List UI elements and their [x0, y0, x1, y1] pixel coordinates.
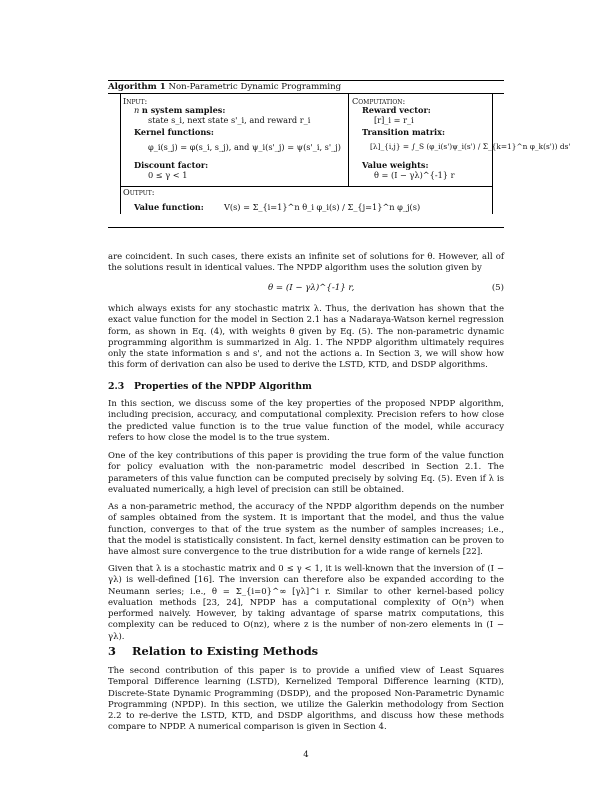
- input-heading: Input:: [123, 96, 148, 106]
- n-samples-label: n n system samples:: [134, 105, 226, 115]
- equation-5: θ = (I − γλ)^{-1} r,: [268, 283, 355, 293]
- section-3-title: Relation to Existing Methods: [132, 644, 319, 658]
- paragraph-2: which always exists for any stochastic matrix λ. Thus, the derivation has shown that the exact value function for the model in Section 2.1 has a Nadaraya-Watson kernel regression form, as shown in Eq. (4), with weights θ given by Eq. (5). The non-parametric dynamic programming algorithm is summarized in Alg. 1. The NPDP algorithm ultimately requires only the state information s and s', and not the actions a. In Section 3, we will show how this form of derivation can also be used to derive the LSTD, KTD, and DSDP algorithms.: [108, 304, 504, 371]
- kernel-label: Kernel functions:: [134, 127, 214, 137]
- n-samples-desc: state s_i, next state s'_i, and reward r_i: [148, 115, 311, 125]
- transition-label: Transition matrix:: [362, 127, 446, 137]
- algorithm-box: [108, 80, 571, 228]
- algorithm-top-rule: [108, 80, 504, 81]
- algorithm-caption-title: Non-Parametric Dynamic Programming: [168, 82, 342, 92]
- transition-desc: [λ]_{i,j} = ∫_S (φ_i(s')ψ_i(s') / Σ_{k=1}^n φ_k(s')) ds': [370, 142, 571, 151]
- equation-5-number: (5): [491, 283, 504, 293]
- paragraph-5: As a non-parametric method, the accuracy of the NPDP algorithm depends on the number of samples obtained from the system. It is important that the model, and thus the value function, converges to that of the true system as the number of samples increases; i.e., that the model is statistically consistent. In fact, kernel density estimation can be proven to have almost sure convergence to the true distribution for a wide range of kernels [22].: [108, 502, 504, 558]
- section-3-number: 3: [108, 644, 116, 658]
- paragraph-7: The second contribution of this paper is to provide a unified view of Least Squares Temporal Difference learning (LSTD), Kernelized Temporal Difference learning (KTD), Discrete-State Dynamic Programming (DSDP), and the proposed Non-Parametric Dynamic Programming (NPDP). In this section, we utilize the Galerkin methodology from Section 2.2 to re-derive the LSTD, KTD, and DSDP algorithms, and discuss how these methods compare to NPDP. A numerical comparison is given in Section 4.: [108, 666, 504, 733]
- value-function-desc: V(s) = Σ_{i=1}^n θ_i φ_i(s) / Σ_{j=1}^n φ_j(s): [224, 202, 421, 212]
- output-heading: Output:: [123, 187, 155, 197]
- discount-desc: 0 ≤ γ < 1: [148, 170, 188, 180]
- paragraph-3: In this section, we discuss some of the key properties of the proposed NPDP algorithm, including precision, accuracy, and computational complexity. Precision refers to how close the predicted value function is to the true value function of the model, while accuracy refers to how close the model is to the true system.: [108, 399, 504, 443]
- algorithm-bottom-rule: [108, 227, 504, 228]
- paragraph-1: are coincident. In such cases, there exists an infinite set of solutions for θ. However, all of the solutions result in identical values. The NPDP algorithm uses the solution given by: [108, 252, 504, 274]
- algorithm-caption-label: Algorithm 1: [108, 82, 166, 92]
- column-divider: [348, 94, 349, 186]
- paragraph-6: Given that λ is a stochastic matrix and 0 ≤ γ < 1, it is well-known that the inversion of (I − γλ) is well-defined [16]. The inversion can therefore also be expanded according to the Neumann series; i.e., θ = Σ_{i=0}^∞ [γλ]^i r. Similar to other kernel-based policy evaluation methods [23, 24], NPDP has a computational complexity of O(n³) when performed naively. However, by taking advantage of sparse matrix computations, this complexity can be reduced to O(nz), where z is the number of non-zero elements in (I − γλ).: [108, 564, 504, 642]
- algorithm-mid-rule: [108, 93, 504, 94]
- algorithm-caption: [108, 82, 341, 92]
- kernel-desc: φ_i(s_j) = φ(s_i, s_j), and ψ_i(s'_j) = ψ(s'_i, s'_j): [148, 142, 341, 152]
- section-2-3-title: Properties of the NPDP Algorithm: [134, 381, 312, 392]
- section-3-heading: [108, 644, 318, 658]
- computation-heading: Computation:: [352, 96, 406, 106]
- discount-label: Discount factor:: [134, 160, 209, 170]
- weights-label: Value weights:: [362, 160, 429, 170]
- input-frame-left: [120, 94, 121, 214]
- output-divider: [120, 186, 492, 187]
- section-2-3-heading: [108, 381, 312, 392]
- section-2-3-number: 2.3: [108, 381, 125, 392]
- frame-right: [492, 94, 493, 214]
- value-function-label: Value function:: [134, 202, 204, 212]
- reward-label: Reward vector:: [362, 105, 431, 115]
- weights-desc: θ = (I − γλ)^{-1} r: [374, 170, 455, 180]
- page-number: 4: [303, 750, 309, 760]
- paragraph-4: One of the key contributions of this paper is providing the true form of the value function for policy evaluation with the non-parametric model described in Section 2.1. The parameters of this value function can be computed precisely by solving Eq. (5). Even if λ is evaluated numerically, a high level of precision can still be obtained.: [108, 451, 504, 495]
- reward-desc: [r]_i = r_i: [374, 115, 414, 125]
